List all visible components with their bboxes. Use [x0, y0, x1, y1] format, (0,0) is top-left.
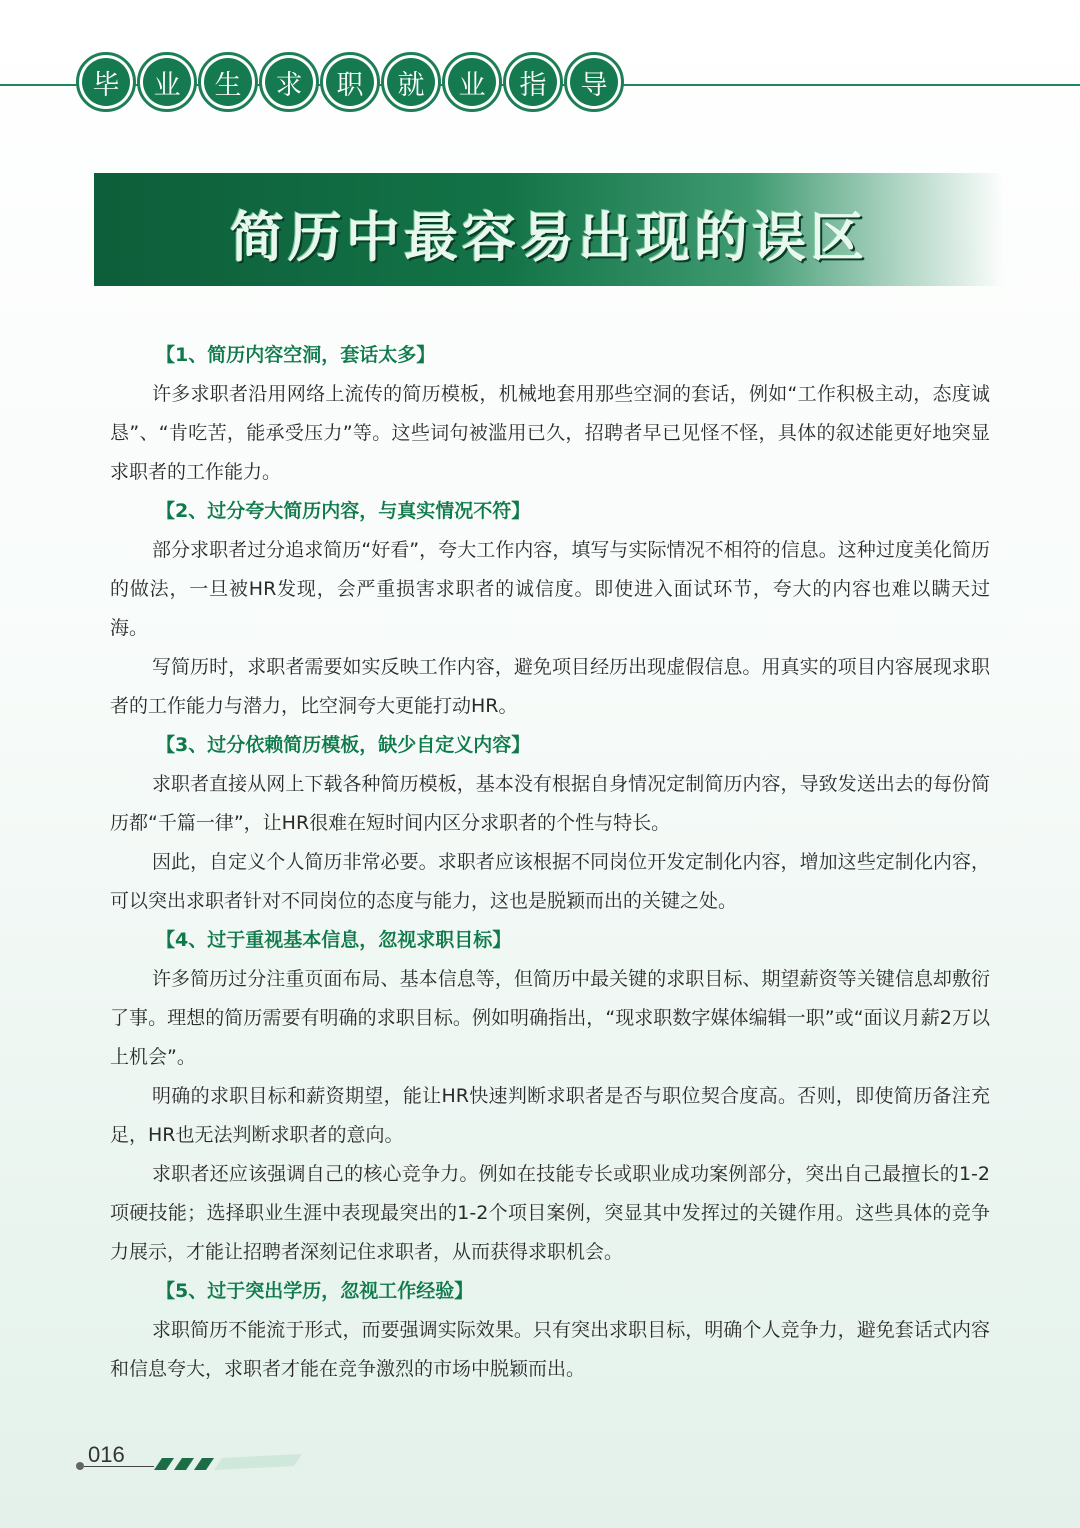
- series-char-badge: [198, 52, 258, 112]
- footer-stripes-decoration: [144, 1446, 384, 1476]
- page-number: 016: [88, 1442, 125, 1467]
- body-paragraph: 求职者还应该强调自己的核心竞争力。例如在技能专长或职业成功案例部分，突出自己最擅长的1-2项硬技能；选择职业生涯中表现最突出的1-2个项目案例，突显其中发挥过的关键作用。这些具体的竞争力展示，才能让招聘者深刻记住求职者，从而获得求职机会。: [110, 1163, 990, 1263]
- body-paragraph: 求职简历不能流于形式，而要强调实际效果。只有突出求职目标，明确个人竞争力，避免套话式内容和信息夸大，求职者才能在竞争激烈的市场中脱颖而出。: [110, 1319, 990, 1380]
- series-char-badge: [320, 52, 380, 112]
- title-banner: [94, 173, 1004, 286]
- series-char: 求: [265, 58, 313, 106]
- series-char-badge: [564, 52, 624, 112]
- section-heading: 【3、过分依赖简历模板，缺少自定义内容】: [156, 734, 531, 756]
- series-char: 生: [204, 58, 252, 106]
- body-paragraph: 许多求职者沿用网络上流传的简历模板，机械地套用那些空洞的套话，例如“工作积极主动，态度诚恳”、“肯吃苦，能承受压力”等。这些词句被滥用已久，招聘者早已见怪不怪，具体的叙述能更好地突显求职者的工作能力。: [110, 383, 990, 483]
- body-paragraph: 求职者直接从网上下载各种简历模板，基本没有根据自身情况定制简历内容，导致发送出去的每份简历都“千篇一律”，让HR很难在短时间内区分求职者的个性与特长。: [110, 773, 990, 834]
- section-heading: 【2、过分夸大简历内容，与真实情况不符】: [156, 500, 531, 522]
- footer-dot: [76, 1462, 84, 1470]
- series-char: 业: [448, 58, 496, 106]
- series-char-badge: [442, 52, 502, 112]
- series-char-badge: [381, 52, 441, 112]
- series-char-badge: [259, 52, 319, 112]
- series-char: 就: [387, 58, 435, 106]
- series-char: 导: [570, 58, 618, 106]
- series-char-badge: [76, 52, 136, 112]
- article-body: [110, 336, 990, 1389]
- page-title: 简历中最容易出现的误区: [230, 205, 868, 269]
- body-paragraph: 部分求职者过分追求简历“好看”，夸大工作内容，填写与实际情况不相符的信息。这种过度美化简历的做法，一旦被HR发现，会严重损害求职者的诚信度。即使进入面试环节，夸大的内容也难以瞒天过海。: [110, 539, 990, 639]
- series-char-badge: [137, 52, 197, 112]
- series-char: 业: [143, 58, 191, 106]
- section-heading: 【5、过于突出学历，忽视工作经验】: [156, 1280, 474, 1302]
- series-char: 职: [326, 58, 374, 106]
- page-footer: [76, 1440, 316, 1480]
- series-char: 毕: [82, 58, 130, 106]
- series-char-badge: [503, 52, 563, 112]
- section-heading: 【1、简历内容空洞，套话太多】: [156, 344, 436, 366]
- body-paragraph: 写简历时，求职者需要如实反映工作内容，避免项目经历出现虚假信息。用真实的项目内容展现求职者的工作能力与潜力，比空洞夸大更能打动HR。: [110, 656, 990, 717]
- series-title: [76, 52, 625, 118]
- series-char: 指: [509, 58, 557, 106]
- body-paragraph: 许多简历过分注重页面布局、基本信息等，但简历中最关键的求职目标、期望薪资等关键信息却敷衍了事。理想的简历需要有明确的求职目标。例如明确指出，“现求职数字媒体编辑一职”或“面议月薪2万以上机会”。: [110, 968, 990, 1068]
- body-paragraph: 因此，自定义个人简历非常必要。求职者应该根据不同岗位开发定制化内容，增加这些定制化内容，可以突出求职者针对不同岗位的态度与能力，这也是脱颖而出的关键之处。: [110, 851, 990, 912]
- body-paragraph: 明确的求职目标和薪资期望，能让HR快速判断求职者是否与职位契合度高。否则，即使简历备注充足，HR也无法判断求职者的意向。: [110, 1085, 990, 1146]
- section-heading: 【4、过于重视基本信息，忽视求职目标】: [156, 929, 512, 951]
